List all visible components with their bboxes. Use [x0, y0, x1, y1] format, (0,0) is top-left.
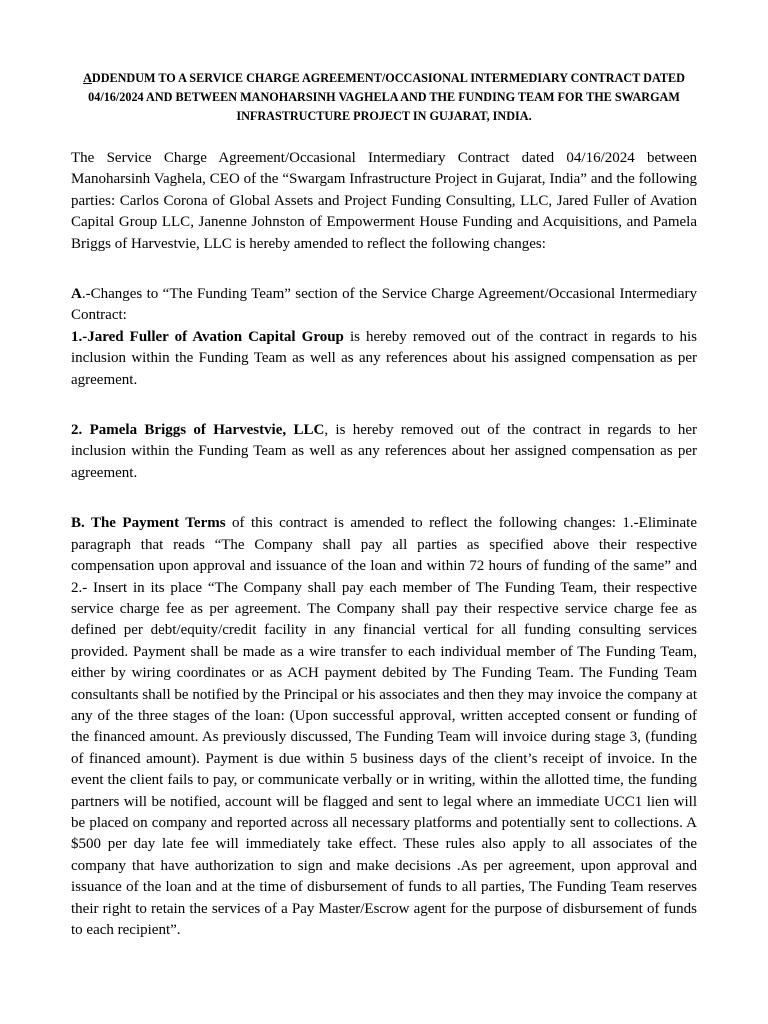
section-b-paragraph — [71, 513, 697, 941]
document-title — [71, 69, 697, 126]
section-b-heading: B. The Payment Terms — [71, 515, 226, 532]
section-a-heading-text: .-Changes to “The Funding Team” section of the Service Charge Agreement/Occasional Intermediary Contract: — [71, 286, 697, 324]
intro-paragraph: The Service Charge Agreement/Occasional Intermediary Contract dated 04/16/2024 between Manoharsinh Vaghela, CEO of the “Swargam Infrastructure Project in Gujarat, India” and the following parties: Carlos Corona of Global Assets and Project Funding Consulting, LLC, Jared Fuller of Avation Capital Group LLC, Janenne Johnston of Empowerment House Funding and Acquisitions, and Pamela Briggs of Harvestvie, LLC is hereby amended to reflect the following changes: — [71, 150, 697, 252]
section-a-item-1-text: is hereby removed out of the contract in regards to his inclusion within the Funding Team as well as any references about his assigned compensation as per agreement. — [71, 328, 697, 388]
title-first-letter: A — [83, 71, 92, 85]
section-a-item-2-name: 2. Pamela Briggs of Harvestvie, LLC — [71, 422, 325, 439]
section-a-label: A — [71, 286, 82, 303]
section-a-item-2 — [71, 420, 697, 484]
section-b-text: of this contract is amended to reflect the following changes: 1.-Eliminate paragraph that reads “The Company shall pay all parties as specified above their respective compensation upon approval and issuance of the loan and within 72 hours of funding of the same” and 2.- Insert in its place “The Company shall pay each member of The Funding Team, their respective service charge fee as per agreement. The Company shall pay their respective service charge fee as defined per debt/equity/credit facility in any financial vertical for all funding consulting services provided. Payment shall be made as a wire transfer to each individual member of The Funding Team, either by wiring coordinates or as ACH payment debited by The Funding Team. The Funding Team consultants shall be notified by the Principal or his associates and then they may invoice the company at any of the three stages of the loan: (Upon successful approval, written accepted consent or funding of the financed amount. As previously discussed, The Funding Team will invoice during stage 3, (funding of financed amount). Payment is due within 5 business days of the client’s receipt of invoice. In the event the client fails to pay, or communicate verbally or in writing, within the allotted time, the funding partners will be notified, account will be flagged and sent to legal where an immediate UCC1 lien will be placed on company and reported across all necessary platforms and potentially sent to collections. A $500 per day late fee will immediately take effect. These rules also apply to all associates of the company that have authorization to sign and make decisions .As per agreement, upon approval and issuance of the loan and at the time of disbursement of funds to all parties, The Funding Team reserves their right to retain the services of a Pay Master/Escrow agent for the purpose of disbursement of funds to each recipient”. — [71, 515, 697, 938]
document-page — [71, 69, 697, 941]
section-a-item-1 — [71, 327, 697, 391]
section-a-heading — [71, 284, 697, 327]
section-a-item-1-name: 1.-Jared Fuller of Avation Capital Group — [71, 328, 344, 345]
section-a-item-2-text: , is hereby removed out of the contract in regards to her inclusion within the Funding Team as well as any references about her assigned compensation as per agreement. — [71, 422, 697, 481]
title-text: DDENDUM TO A SERVICE CHARGE AGREEMENT/OCCASIONAL INTERMEDIARY CONTRACT DATED 04/16/2024 AND BETWEEN MANOHARSINH VAGHELA AND THE FUNDING TEAM FOR THE SWARGAM INFRASTRUCTURE PROJECT IN GUJARAT, INDIA. — [88, 71, 685, 123]
